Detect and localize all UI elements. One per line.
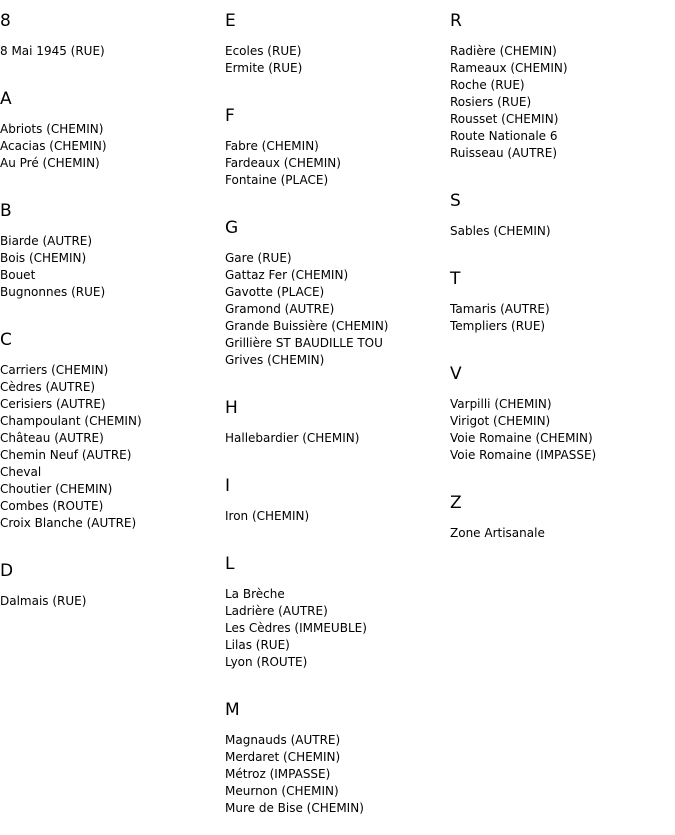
- street-entry: Combes (ROUTE): [0, 499, 104, 513]
- letter-section: [450, 353, 675, 464]
- street-entry: Mure de Bise (CHEMIN): [225, 801, 364, 815]
- letter-section: [0, 0, 225, 60]
- street-list: [450, 43, 675, 162]
- street-list: [0, 233, 225, 301]
- street-entry: Grillière ST BAUDILLE TOU: [225, 336, 383, 350]
- section-letter-heading: I: [225, 476, 231, 496]
- street-entry: Rousset (CHEMIN): [450, 112, 559, 126]
- street-entry: Dalmais (RUE): [0, 594, 87, 608]
- street-list: [225, 508, 450, 525]
- street-entry: Carriers (CHEMIN): [0, 363, 109, 377]
- street-list: [225, 586, 450, 671]
- street-entry: Abriots (CHEMIN): [0, 122, 104, 136]
- street-entry: Choutier (CHEMIN): [0, 482, 113, 496]
- section-letter-heading: R: [450, 11, 462, 31]
- street-entry: Ermite (RUE): [225, 61, 303, 75]
- street-entry: 8 Mai 1945 (RUE): [0, 44, 105, 58]
- street-entry: Voie Romaine (IMPASSE): [450, 448, 597, 462]
- street-list: [450, 223, 675, 240]
- street-entry: Sables (CHEMIN): [450, 224, 551, 238]
- street-index-column-1: [0, 0, 225, 628]
- street-entry: Grives (CHEMIN): [225, 353, 325, 367]
- street-list: [225, 430, 450, 447]
- section-letter-heading: L: [225, 554, 235, 574]
- letter-section: [225, 689, 450, 817]
- letter-section: [450, 0, 675, 162]
- letter-section: [225, 387, 450, 447]
- street-entry: Gattaz Fer (CHEMIN): [225, 268, 349, 282]
- street-list: [450, 396, 675, 464]
- street-entry: Ruisseau (AUTRE): [450, 146, 558, 160]
- section-letter-heading: D: [0, 561, 14, 581]
- street-entry: Roche (RUE): [450, 78, 525, 92]
- street-entry: Fardeaux (CHEMIN): [225, 156, 341, 170]
- street-entry: Cèdres (AUTRE): [0, 380, 96, 394]
- street-entry: Acacias (CHEMIN): [0, 139, 107, 153]
- section-letter-heading: C: [0, 330, 12, 350]
- street-list: [225, 138, 450, 189]
- street-entry: Fontaine (PLACE): [225, 173, 329, 187]
- section-letter-heading: F: [225, 106, 235, 126]
- street-entry: Chemin Neuf (AUTRE): [0, 448, 132, 462]
- section-letter-heading: Z: [450, 493, 462, 513]
- street-entry: Varpilli (CHEMIN): [450, 397, 552, 411]
- street-index-column-2: [225, 0, 450, 835]
- street-entry: Grande Buissière (CHEMIN): [225, 319, 389, 333]
- street-entry: Virigot (CHEMIN): [450, 414, 551, 428]
- street-entry: Au Pré (CHEMIN): [0, 156, 100, 170]
- street-entry: Rameaux (CHEMIN): [450, 61, 568, 75]
- street-entry: La Brèche: [225, 587, 285, 601]
- letter-section: [450, 258, 675, 335]
- section-letter-heading: E: [225, 11, 236, 31]
- letter-section: [225, 207, 450, 369]
- street-list: [450, 525, 675, 542]
- street-entry: Zone Artisanale: [450, 526, 545, 540]
- street-entry: Gavotte (PLACE): [225, 285, 325, 299]
- street-entry: Ecoles (RUE): [225, 44, 302, 58]
- letter-section: [0, 550, 225, 610]
- section-letter-heading: S: [450, 191, 461, 211]
- street-entry: Cheval: [0, 465, 42, 479]
- letter-section: [0, 319, 225, 532]
- street-list: [0, 362, 225, 532]
- street-entry: Ladrière (AUTRE): [225, 604, 328, 618]
- street-list: [0, 43, 225, 60]
- street-entry: Fabre (CHEMIN): [225, 139, 319, 153]
- section-letter-heading: G: [225, 218, 239, 238]
- section-letter-heading: H: [225, 398, 238, 418]
- street-entry: Cerisiers (AUTRE): [0, 397, 106, 411]
- street-list: [0, 593, 225, 610]
- letter-section: [225, 0, 450, 77]
- street-entry: Merdaret (CHEMIN): [225, 750, 341, 764]
- street-entry: Champoulant (CHEMIN): [0, 414, 142, 428]
- street-entry: Château (AUTRE): [0, 431, 104, 445]
- street-entry: Iron (CHEMIN): [225, 509, 310, 523]
- street-entry: Gare (RUE): [225, 251, 292, 265]
- street-entry: Templiers (RUE): [450, 319, 546, 333]
- section-letter-heading: B: [0, 201, 12, 221]
- street-entry: Métroz (IMPASSE): [225, 767, 331, 781]
- street-list: [225, 732, 450, 817]
- street-entry: Biarde (AUTRE): [0, 234, 93, 248]
- street-entry: Gramond (AUTRE): [225, 302, 335, 316]
- section-letter-heading: T: [450, 269, 461, 289]
- letter-section: [225, 543, 450, 671]
- street-list: [450, 301, 675, 335]
- letter-section: [450, 180, 675, 240]
- letter-section: [225, 95, 450, 189]
- street-entry: Lyon (ROUTE): [225, 655, 308, 669]
- street-index-column-3: [450, 0, 675, 560]
- street-entry: Radière (CHEMIN): [450, 44, 557, 58]
- section-letter-heading: A: [0, 89, 12, 109]
- street-entry: Lilas (RUE): [225, 638, 290, 652]
- street-entry: Route Nationale 6: [450, 129, 558, 143]
- street-entry: Bois (CHEMIN): [0, 251, 87, 265]
- street-entry: Les Cèdres (IMMEUBLE): [225, 621, 367, 635]
- street-entry: Croix Blanche (AUTRE): [0, 516, 137, 530]
- street-entry: Voie Romaine (CHEMIN): [450, 431, 593, 445]
- street-entry: Bouet: [0, 268, 36, 282]
- street-list: [225, 43, 450, 77]
- section-letter-heading: M: [225, 700, 240, 720]
- street-entry: Hallebardier (CHEMIN): [225, 431, 360, 445]
- letter-section: [0, 78, 225, 172]
- letter-section: [225, 465, 450, 525]
- street-entry: Tamaris (AUTRE): [450, 302, 550, 316]
- section-letter-heading: 8: [0, 11, 11, 31]
- street-list: [225, 250, 450, 369]
- letter-section: [0, 190, 225, 301]
- street-entry: Rosiers (RUE): [450, 95, 532, 109]
- letter-section: [450, 482, 675, 542]
- street-entry: Bugnonnes (RUE): [0, 285, 106, 299]
- section-letter-heading: V: [450, 364, 462, 384]
- street-entry: Magnauds (AUTRE): [225, 733, 341, 747]
- street-list: [0, 121, 225, 172]
- street-entry: Meurnon (CHEMIN): [225, 784, 339, 798]
